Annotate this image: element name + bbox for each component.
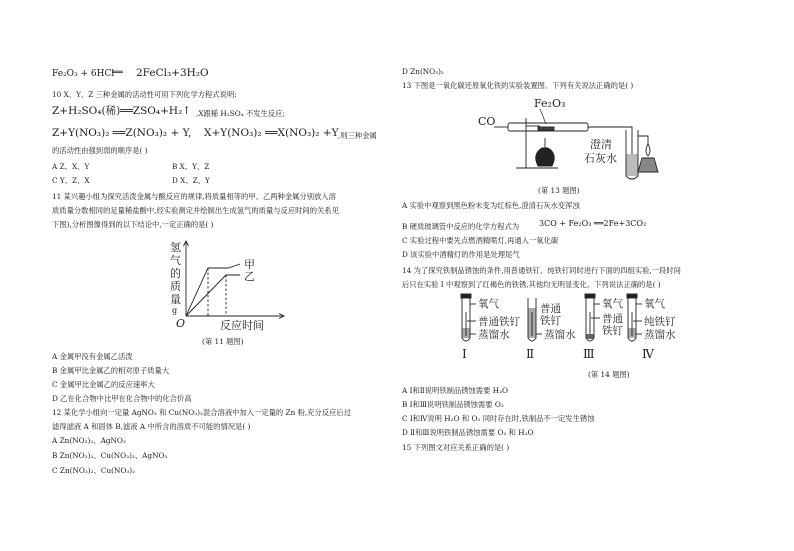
q14-tube-2-label-1: 普通 bbox=[540, 303, 561, 315]
q14-tube-4-label-oxygen: 氧气 bbox=[644, 298, 665, 310]
q11-label-jia: 甲 bbox=[244, 258, 255, 271]
q13-option-b-prefix: B 硬质玻璃管中反应的化学方程式为 bbox=[402, 222, 520, 231]
q14-tube-3-desiccant bbox=[587, 334, 594, 339]
q14-numeral-2: Ⅱ bbox=[526, 347, 535, 361]
q11-option-b: B 金属甲比金属乙的相对原子质量大 bbox=[52, 366, 170, 375]
q14-option-b: B Ⅰ和Ⅲ说明铁制品锈蚀需要 O₂ bbox=[402, 400, 504, 409]
q14-test-tubes bbox=[456, 294, 696, 364]
q13-option-b-equation: 3CO + Fe₂O₃ ══2Fe+3CO₂ bbox=[539, 219, 647, 228]
q13-fe2o3-powder bbox=[538, 127, 554, 130]
q11-ylabel-char: 氢 bbox=[170, 241, 181, 254]
q14-tube-3-label-oxygen: 氧气 bbox=[602, 298, 623, 310]
q11-stem-line-3: 下图),分析图像得到的以下结论中,一定正确的是( ) bbox=[52, 220, 214, 229]
q14-numeral-1: Ⅰ bbox=[462, 347, 467, 361]
q13-option-d: D 该实验中酒精灯的作用是处理尾气 bbox=[402, 250, 520, 259]
q13-stem: 13 下图是一氧化碳还原氧化铁的实验装置图。下列有关说法正确的是( ) bbox=[402, 81, 634, 90]
q13-option-a: A 实验中观察到黑色粉末变为红棕色,澄清石灰水变浑浊 bbox=[402, 201, 580, 210]
q9-equation-arrow: ══ bbox=[112, 68, 123, 78]
q10-equation-3-note: ,则三种金属 bbox=[338, 131, 377, 140]
q11-stem-line-1: 11 某兴趣小组为探究活泼金属与酸反应的规律,将质量相等的甲、乙两种金属分别放入溶 bbox=[52, 192, 336, 201]
q10-equation-2: Z+Y(NO₃)₂ ══Z(NO₃)₂ + Y, bbox=[52, 127, 192, 139]
q11-ylabel-char: 气 bbox=[170, 254, 181, 267]
q11-ylabel-char: 的 bbox=[170, 267, 181, 280]
q13-label-limewater-1: 澄清 bbox=[590, 138, 612, 151]
q13-alcohol-burner bbox=[536, 148, 555, 166]
q14-tube-1-stopper bbox=[461, 294, 471, 298]
q13-tail-flame bbox=[646, 144, 650, 156]
q11-origin: O bbox=[176, 317, 186, 330]
q14-numeral-3: Ⅲ bbox=[583, 347, 595, 361]
q14-tube-4-label-water: 蒸馏水 bbox=[644, 329, 676, 341]
q14-tube-2-label-water: 蒸馏水 bbox=[544, 329, 576, 341]
q9-equation-lhs: Fe₂O₃ + 6HCl bbox=[52, 69, 115, 79]
q12-stem-line-2: 滤得滤液 A 和固体 B,滤液 A 中所含的溶质不可能的情况是( ) bbox=[52, 422, 251, 431]
q13-apparatus bbox=[478, 96, 672, 186]
q12-option-d: D Zn(NO₃)₂ bbox=[402, 67, 444, 76]
q13-fe2o3-pointer bbox=[540, 109, 546, 124]
q15-stem: 15 下列图文对应关系正确的是( ) bbox=[402, 443, 510, 452]
q11-caption: (第 11 题图) bbox=[202, 337, 244, 346]
q14-tube-1-label-oxygen: 氧气 bbox=[478, 298, 499, 310]
q14-tube-1-label-water: 蒸馏水 bbox=[478, 329, 510, 341]
q10-option-a: A Z、X、Y bbox=[52, 162, 90, 171]
q13-label-co: CO bbox=[478, 115, 496, 128]
q12-option-a: A Zn(NO₃)₂、AgNO₃ bbox=[52, 436, 126, 445]
q14-tube-4-stopper bbox=[627, 294, 637, 298]
q14-stem-line-2: 后只在实验 Ⅰ 中观察到了红褐色的铁锈,其他均无明显变化。下列说法正确的是( ) bbox=[402, 280, 661, 289]
q11-option-d: D 乙在化合物中比甲在化合物中的化合价高 bbox=[52, 394, 192, 403]
q13-caption: (第 13 题图) bbox=[538, 186, 580, 195]
q10-equation-1: Z+H₂SO₄(稀)══ZSO₄+H₂↑ bbox=[52, 105, 192, 117]
q14-option-d: D Ⅱ和Ⅲ说明铁制品锈蚀需要 O₂ 和 H₂O bbox=[402, 428, 534, 437]
q14-option-c: C Ⅰ和Ⅳ说明 H₂O 和 O₂ 同时存在时,铁制品不一定发生锈蚀 bbox=[402, 414, 595, 423]
q11-option-a: A 金属甲没有金属乙活泼 bbox=[52, 352, 133, 361]
q13-tail-burner bbox=[638, 158, 658, 172]
q14-numeral-4: Ⅳ bbox=[642, 347, 654, 361]
q14-stem-line-1: 14 为了探究铁制品锈蚀的条件,用普通铁钉、纯铁钉同时进行下面的四组实验,一段时间 bbox=[402, 266, 681, 275]
q11-xlabel: 反应时间 bbox=[220, 319, 264, 332]
q10-option-d: D X、Z、Y bbox=[172, 176, 210, 185]
q11-chart bbox=[168, 236, 288, 340]
q13-tail-pipe bbox=[638, 136, 648, 144]
q12-stem-line-1: 12 某化学小组向一定量 AgNO₃ 和 Cu(NO₃)₂混合溶液中加入一定量的 Zn 粉,充分反应后过 bbox=[52, 408, 352, 417]
q9-equation-rhs: 2FeCl₃+3H₂O bbox=[136, 67, 209, 79]
q12-option-c: C Zn(NO₃)₂、Cu(NO₃)₂ bbox=[52, 466, 136, 475]
q14-option-a: A Ⅰ和Ⅱ说明铁制品锈蚀需要 H₂O bbox=[402, 386, 508, 395]
q13-option-c: C 实验过程中要先点燃酒精喷灯,再通入一氧化碳 bbox=[402, 236, 559, 245]
q13-label-fe2o3: Fe₂O₃ bbox=[534, 97, 566, 110]
q10-option-c: C Y、Z、X bbox=[52, 176, 90, 185]
q11-label-yi: 乙 bbox=[244, 270, 255, 283]
q13-lime-water bbox=[627, 154, 638, 176]
q10-stem: 10 X、Y、Z 三种金属的活动性可用下列化学方程式说明: bbox=[52, 90, 237, 99]
q11-ylabel-char: g bbox=[172, 306, 178, 315]
q14-tube-4-label-nail: 纯铁钉 bbox=[644, 316, 676, 328]
q14-tube-3-label-2: 铁钉 bbox=[602, 325, 623, 337]
q10-tail: 的活动性由强到弱的顺序是( ) bbox=[52, 146, 148, 155]
q10-equation-1-note: ,X跟稀 H₂SO₄ 不发生反应; bbox=[196, 109, 285, 118]
q13-label-limewater-2: 石灰水 bbox=[584, 152, 617, 165]
q11-option-c: C 金属甲比金属乙的反应速率大 bbox=[52, 380, 155, 389]
q11-stem-line-2: 质质量分数相同的足量稀盐酸中,经实验测定并绘制出生成氢气的质量与反应时间的关系见 bbox=[52, 206, 339, 215]
q11-ylabel-char: 质 bbox=[170, 280, 181, 293]
q14-tube-2-label-2: 铁钉 bbox=[540, 315, 561, 327]
q14-tube-3-label-1: 普通 bbox=[602, 313, 623, 325]
q11-ylabel-char: 量 bbox=[170, 293, 181, 306]
q10-equation-3: X+Y(NO₃)₂ ══X(NO₃)₂ +Y bbox=[204, 127, 339, 139]
q14-caption: (第 14 题图) bbox=[588, 370, 630, 379]
q12-option-b: B Zn(NO₃)₂、Cu(NO₃)₂、AgNO₃ bbox=[52, 451, 168, 460]
q14-tube-1-label-nail: 普通铁钉 bbox=[478, 316, 520, 328]
q11-line-yi bbox=[186, 275, 240, 316]
q10-option-b: B X、Y、Z bbox=[172, 162, 210, 171]
q14-tube-3-stopper bbox=[585, 294, 595, 298]
